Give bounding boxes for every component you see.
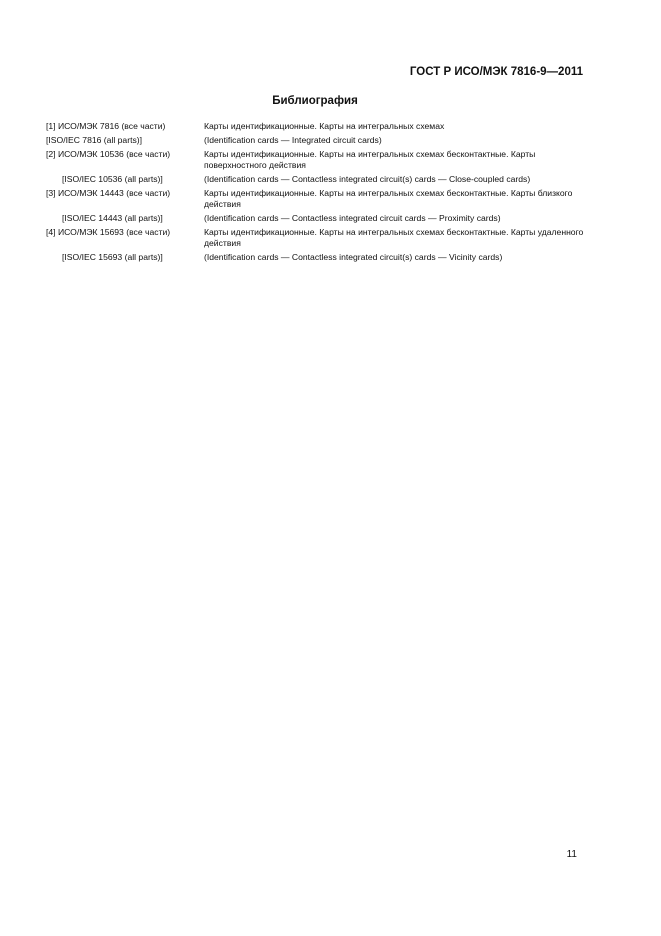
entry-reference: [3] ИСО/МЭК 14443 (все части)	[46, 188, 171, 198]
entry-reference: [ISO/IEC 10536 (all parts)]	[62, 174, 163, 184]
entry-text: Карты идентификационные. Карты на интегральных схемах	[204, 121, 445, 131]
bibliography-entry-3	[46, 188, 586, 210]
entry-reference: [2] ИСО/МЭК 10536 (все части)	[46, 149, 171, 159]
bibliography-title: Библиография	[272, 95, 358, 107]
entry-reference: [ISO/IEC 15693 (all parts)]	[62, 252, 163, 262]
document-standard-header: ГОСТ Р ИСО/МЭК 7816-9—2011	[409, 66, 583, 78]
bibliography-entry-2-en	[46, 174, 586, 185]
bibliography-list	[46, 121, 586, 266]
page-number: 11	[566, 849, 577, 860]
entry-text: (Identification cards — Contactless integrated circuit(s) cards — Vicinity cards)	[204, 252, 503, 262]
bibliography-entry-1	[46, 121, 586, 132]
entry-reference: [4] ИСО/МЭК 15693 (все части)	[46, 227, 171, 237]
bibliography-entry-3-en	[46, 213, 586, 224]
bibliography-entry-1-en	[46, 135, 586, 146]
entry-text: (Identification cards — Contactless integrated circuit cards — Proximity cards)	[204, 213, 501, 223]
bibliography-entry-2	[46, 149, 586, 171]
entry-reference: [ISO/IEC 7816 (all parts)]	[46, 135, 142, 145]
bibliography-entry-4-en	[46, 252, 586, 263]
entry-text: Карты идентификационные. Карты на интегральных схемах бесконтактные. Карты удаленного действия	[204, 227, 584, 248]
entry-reference: [ISO/IEC 14443 (all parts)]	[62, 213, 163, 223]
entry-text: Карты идентификационные. Карты на интегральных схемах бесконтактные. Карты близкого действия	[204, 188, 573, 209]
entry-text: (Identification cards — Integrated circuit cards)	[204, 135, 382, 145]
entry-text: Карты идентификационные. Карты на интегральных схемах бесконтактные. Карты поверхностного действия	[204, 149, 536, 170]
entry-reference: [1] ИСО/МЭК 7816 (все части)	[46, 121, 166, 131]
bibliography-entry-4	[46, 227, 586, 249]
entry-text: (Identification cards — Contactless integrated circuit(s) cards — Close-coupled cards)	[204, 174, 531, 184]
